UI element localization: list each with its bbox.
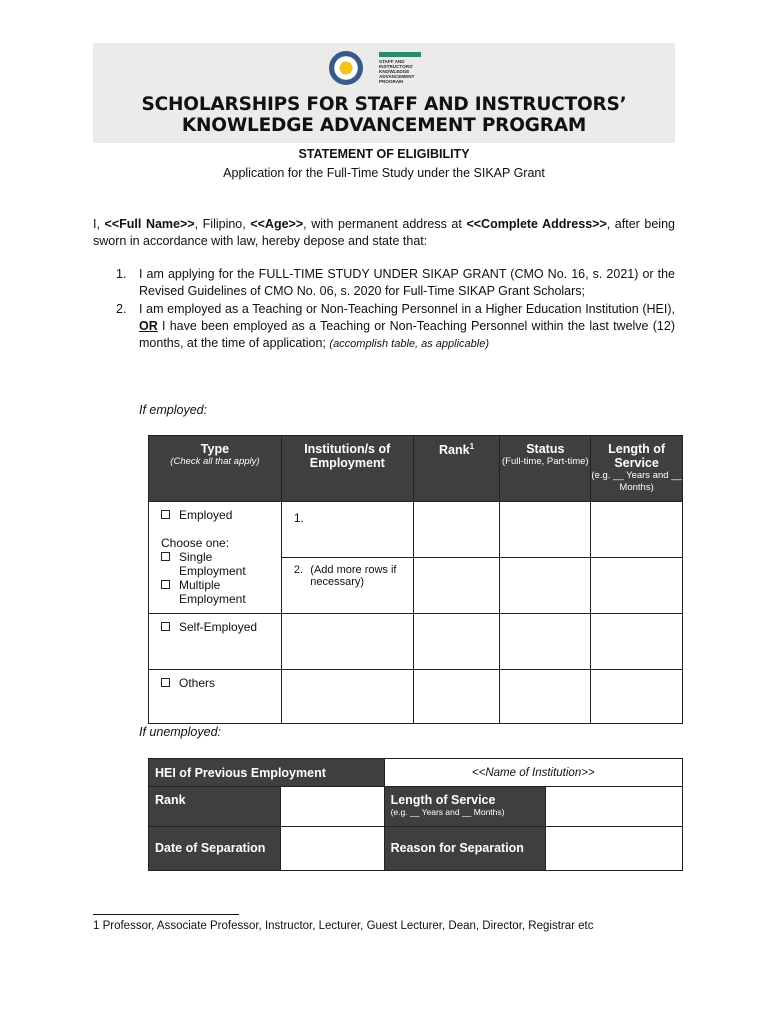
date-separation-label: Date of Separation	[149, 827, 281, 871]
intro-paragraph: I, <<Full Name>>, Filipino, <<Age>>, with permanent address at <<Complete Address>>, after being sworn in accordance with law, hereby depose and state that:	[93, 217, 675, 248]
status-cell-1[interactable]	[500, 502, 591, 558]
others-checkbox[interactable]: Others	[161, 676, 281, 690]
col-type: Type (Check all that apply)	[149, 436, 282, 502]
employment-table	[148, 435, 683, 724]
employed-cell: Employed Choose one: Single Employment Multiple Employment	[149, 502, 282, 614]
hei-name-field[interactable]: <<Name of Institution>>	[384, 759, 682, 787]
ched-seal-logo	[329, 51, 363, 85]
single-employment-checkbox[interactable]: Single Employment	[161, 550, 281, 578]
header-banner	[93, 43, 675, 143]
institution-cell-1[interactable]: 1.	[281, 502, 413, 558]
self-employed-cell	[149, 614, 282, 670]
footnote: 1 Professor, Associate Professor, Instructor, Lecturer, Guest Lecturer, Dean, Director, Registrar etc	[93, 920, 594, 932]
length-label: Length of Service (e.g. __ Years and __ Months)	[384, 787, 546, 827]
list-item: 2. I am employed as a Teaching or Non-Teaching Personnel in a Higher Education Institution (HEI), OR I have been employed as a Teaching or Non-Teaching Personnel within the last twelve (12) months, at the time of application; (accomplish table, as applicable)	[116, 302, 675, 350]
address-placeholder: <<Complete Address>>	[466, 217, 607, 231]
age-placeholder: <<Age>>	[250, 217, 304, 231]
statement-list	[116, 266, 675, 354]
rank-field[interactable]	[280, 787, 384, 827]
rank-cell-1[interactable]	[413, 502, 500, 558]
if-unemployed-label: If unemployed:	[139, 725, 221, 739]
length-cell-1[interactable]	[591, 502, 683, 558]
col-institution: Institution/s of Employment	[281, 436, 413, 502]
length-field[interactable]	[546, 787, 683, 827]
institution-cell-3[interactable]	[281, 614, 413, 670]
unemployment-table	[148, 758, 683, 871]
employed-checkbox[interactable]: Employed	[161, 508, 281, 522]
rank-cell-2[interactable]	[413, 558, 500, 614]
if-employed-label: If employed:	[139, 403, 208, 417]
self-employed-checkbox[interactable]: Self-Employed	[161, 620, 281, 634]
col-length: Length of Service (e.g. __ Years and __ Months)	[591, 436, 683, 502]
rank-cell-4[interactable]	[413, 670, 500, 724]
full-name-placeholder: <<Full Name>>	[104, 217, 195, 231]
reason-separation-field[interactable]	[546, 827, 683, 871]
list-item: 1. I am applying for the FULL-TIME STUDY UNDER SIKAP GRANT (CMO No. 16, s. 2021) or the Revised Guidelines of CMO No. 06, s. 2020 for Full-Time SIKAP Grant Scholars;	[116, 267, 675, 298]
program-title: SCHOLARSHIPS FOR STAFF AND INSTRUCTORS’ KNOWLEDGE ADVANCEMENT PROGRAM	[141, 94, 627, 136]
hei-label: HEI of Previous Employment	[149, 759, 385, 787]
footnote-divider	[93, 914, 239, 915]
col-status: Status (Full-time, Part-time)	[500, 436, 591, 502]
reason-separation-label: Reason for Separation	[384, 827, 546, 871]
statement-heading: STATEMENT OF ELIGIBILITY	[298, 147, 470, 161]
institution-cell-4[interactable]	[281, 670, 413, 724]
statement-subheading: Application for the Full-Time Study under the SIKAP Grant	[223, 166, 545, 180]
others-cell	[149, 670, 282, 724]
length-cell-4[interactable]	[591, 670, 683, 724]
date-separation-field[interactable]	[280, 827, 384, 871]
rank-cell-3[interactable]	[413, 614, 500, 670]
status-cell-2[interactable]	[500, 558, 591, 614]
length-cell-3[interactable]	[591, 614, 683, 670]
rank-label: Rank	[149, 787, 281, 827]
status-cell-4[interactable]	[500, 670, 591, 724]
col-rank: Rank$^1$	[413, 436, 500, 502]
multiple-employment-checkbox[interactable]: Multiple Employment	[161, 578, 281, 606]
status-cell-3[interactable]	[500, 614, 591, 670]
institution-cell-2[interactable]: 2. (Add more rows if necessary)	[281, 558, 413, 614]
length-cell-2[interactable]	[591, 558, 683, 614]
sikap-logo: STAFF AND INSTRUCTORS' KNOWLEDGE ADVANCEMENT PROGRAM	[379, 52, 423, 86]
